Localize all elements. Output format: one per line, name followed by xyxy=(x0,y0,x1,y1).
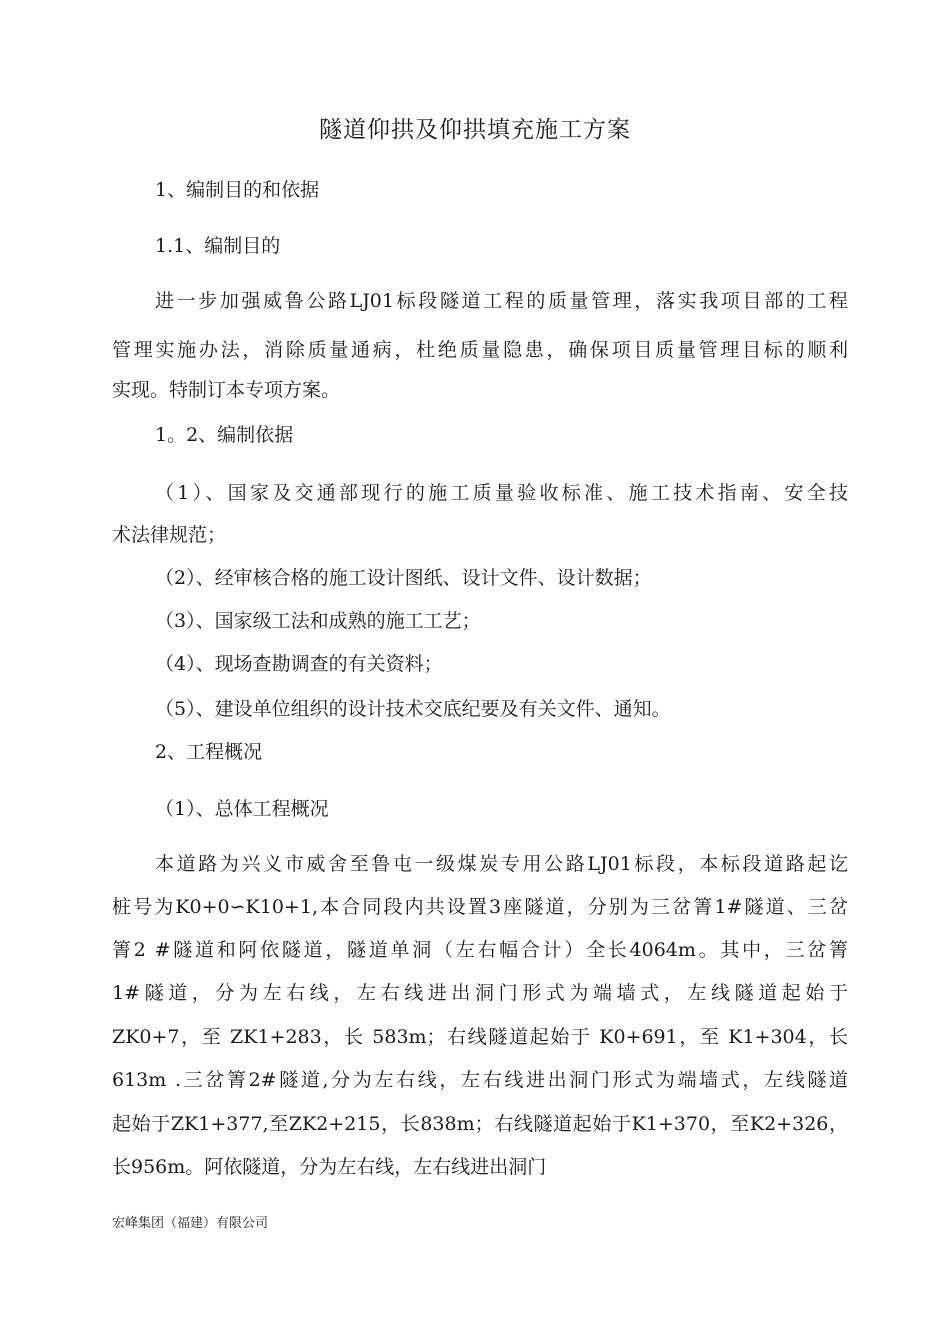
list-item: （3）、国家级工法和成熟的施工工艺； xyxy=(155,610,481,632)
paragraph-line: 613m .三岔箐2#隧道,分为左右线，左右线进出洞门形式为端墙式，左线隧道 xyxy=(112,1069,848,1091)
heading-1-1: 1.1、编制目的 xyxy=(155,235,281,257)
paragraph-line: 本道路为兴义市威舍至鲁屯一级煤炭专用公路LJ01标段，本标段道路起讫 xyxy=(155,853,848,875)
paragraph-line: 管理实施办法，消除质量通病，杜绝质量隐患，确保项目质量管理目标的顺利 xyxy=(112,339,848,361)
heading-1: 1、编制目的和依据 xyxy=(155,179,320,201)
paragraph-line: 实现。特制订本专项方案。 xyxy=(112,379,341,401)
list-item-continuation: 术法律规范； xyxy=(112,524,227,546)
list-item: （2）、经审核合格的施工设计图纸、设计文件、设计数据； xyxy=(155,567,652,589)
paragraph-line: 起始于ZK1+377,至ZK2+215，长838m；右线隧道起始于K1+370，至K2+326， xyxy=(112,1113,848,1135)
paragraph-line: 箐2 #隧道和阿依隧道，隧道单洞（左右幅合计）全长4064m。其中，三岔箐 xyxy=(112,939,848,961)
subheading: （1）、总体工程概况 xyxy=(155,798,329,820)
list-item: （5）、建设单位组织的设计技术交底纪要及有关文件、通知。 xyxy=(155,698,671,720)
paragraph-line: 进一步加强威鲁公路LJ01标段隧道工程的质量管理，落实我项目部的工程 xyxy=(155,290,848,312)
list-item: （4）、现场查勘调查的有关资料； xyxy=(155,653,443,675)
heading-2: 2、工程概况 xyxy=(155,741,263,763)
document-title: 隧道仰拱及仰拱填充施工方案 xyxy=(319,117,631,143)
paragraph-line: 1#隧道，分为左右线，左右线进出洞门形式为端墙式，左线隧道起始于 xyxy=(112,982,848,1004)
paragraph-line: 长956m。阿依隧道，分为左右线，左右线进出洞门 xyxy=(112,1156,547,1178)
footer-company: 宏峰集团（福建）有限公司 xyxy=(112,1216,269,1231)
list-item: （1）、国家及交通部现行的施工质量验收标准、施工技术指南、安全技 xyxy=(155,482,848,504)
paragraph-line: 桩号为K0+0∽K10+1,本合同段内共设置3座隧道，分别为三岔箐1#隧道、三岔 xyxy=(112,896,848,918)
paragraph-line: ZK0+7，至 ZK1+283，长 583m；右线隧道起始于 K0+691，至 K1+304，长 xyxy=(112,1026,848,1048)
heading-1-2: 1。2、编制依据 xyxy=(155,424,294,446)
